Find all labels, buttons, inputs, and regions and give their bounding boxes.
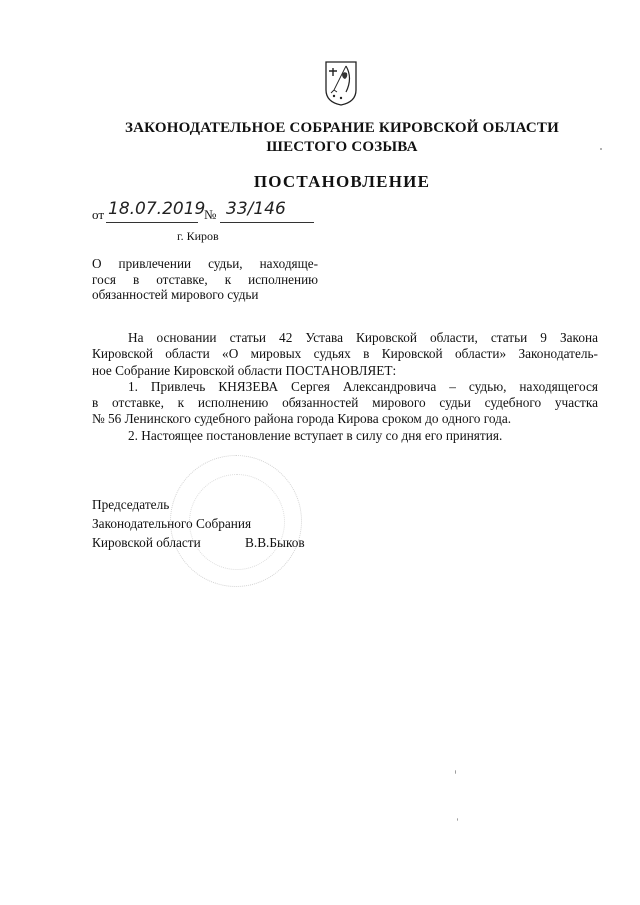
signatory-name: В.В.Быков bbox=[245, 535, 305, 550]
signature-block bbox=[92, 495, 305, 552]
item-1-line: 1. Привлечь КНЯЗЕВА Сергея Александровича – судью, находящегося bbox=[128, 378, 598, 394]
assembly-name: ЗАКОНОДАТЕЛЬНОЕ СОБРАНИЕ КИРОВСКОЙ ОБЛАСТИ bbox=[124, 120, 559, 136]
number-underline bbox=[220, 222, 314, 223]
signatory-position: Председатель bbox=[92, 497, 170, 512]
subject-line: О привлечении судьи, находяще- bbox=[92, 256, 318, 271]
document-body bbox=[92, 330, 598, 444]
number-label: № bbox=[204, 207, 217, 222]
paragraph-line: ное Собрание Кировской области ПОСТАНОВЛЯЕТ: bbox=[92, 362, 397, 378]
scan-speck bbox=[455, 770, 456, 774]
document-date: 18.07.2019 bbox=[108, 199, 206, 219]
document-subject bbox=[92, 256, 318, 303]
subject-line: обязанностей мирового судьи bbox=[92, 287, 259, 302]
item-1-line: № 56 Ленинского судебного района города Кирова сроком до одного года. bbox=[92, 411, 512, 427]
from-label: от bbox=[92, 207, 105, 222]
subject-line: гося в отставке, к исполнению bbox=[92, 271, 318, 287]
signatory-position: Законодательного Собрания bbox=[92, 516, 252, 531]
convocation: ШЕСТОГО СОЗЫВА bbox=[266, 139, 418, 155]
city: г. Киров bbox=[177, 229, 219, 243]
item-2: 2. Настоящее постановление вступает в силу со дня его принятия. bbox=[128, 427, 503, 443]
coat-of-arms-icon bbox=[324, 60, 358, 106]
document-number: 33/146 bbox=[226, 199, 286, 219]
scan-speck bbox=[457, 818, 458, 821]
paragraph-line: На основании статьи 42 Устава Кировской области, статьи 9 Закона bbox=[128, 330, 598, 345]
signatory-position: Кировской области bbox=[92, 535, 201, 550]
paragraph-line: Кировской области «О мировых судьях в Кировской области» Законодатель- bbox=[92, 346, 598, 362]
document-title: ПОСТАНОВЛЕНИЕ bbox=[253, 172, 431, 191]
item-1-line: в отставке, к исполнению обязанностей мирового судьи судебного участка bbox=[92, 395, 598, 411]
scan-speck bbox=[600, 148, 602, 150]
date-underline bbox=[106, 222, 198, 223]
